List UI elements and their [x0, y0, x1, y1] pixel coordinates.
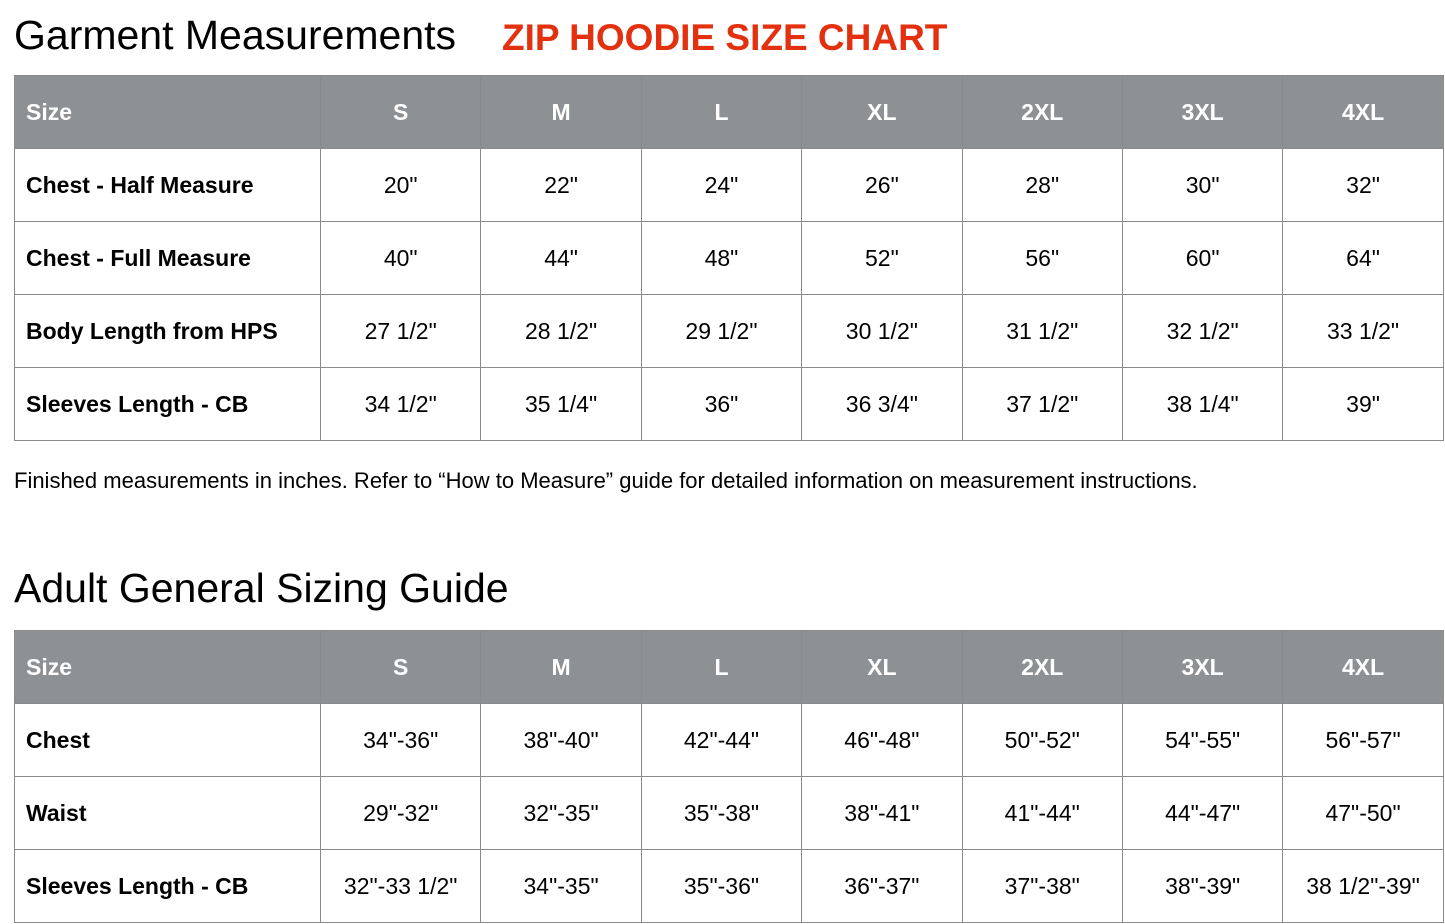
table-cell: 46"-48"	[802, 704, 962, 777]
adult-sizing-guide-table	[14, 630, 1444, 923]
header-size-2xl: 2XL	[962, 76, 1122, 149]
header-size-4xl: 4XL	[1283, 76, 1443, 149]
row-label: Sleeves Length - CB	[15, 368, 321, 441]
measurement-note: Finished measurements in inches. Refer to “How to Measure” guide for detailed information on measurement instructions.	[14, 468, 1198, 493]
header-size-label: Size	[15, 631, 321, 704]
table-cell: 56"	[962, 222, 1122, 295]
table-cell: 26"	[802, 149, 962, 222]
table-cell: 39"	[1283, 368, 1443, 441]
table-cell: 64"	[1283, 222, 1443, 295]
table-cell: 38 1/4"	[1122, 368, 1282, 441]
table-row	[15, 777, 1444, 850]
row-label: Sleeves Length - CB	[15, 850, 321, 923]
table-cell: 41"-44"	[962, 777, 1122, 850]
table-cell: 30 1/2"	[802, 295, 962, 368]
row-label: Body Length from HPS	[15, 295, 321, 368]
header-size-3xl: 3XL	[1122, 76, 1282, 149]
table-cell: 32"	[1283, 149, 1443, 222]
garment-measurements-title: Garment Measurements	[14, 12, 457, 58]
table-cell: 42"-44"	[641, 704, 801, 777]
table-cell: 33 1/2"	[1283, 295, 1443, 368]
table-cell: 30"	[1122, 149, 1282, 222]
table-row	[15, 222, 1444, 295]
table-cell: 36"-37"	[802, 850, 962, 923]
header-size-4xl: 4XL	[1283, 631, 1443, 704]
table-cell: 38"-40"	[481, 704, 641, 777]
table-cell: 32"-33 1/2"	[321, 850, 481, 923]
header-size-2xl: 2XL	[962, 631, 1122, 704]
header-size-label: Size	[15, 76, 321, 149]
table-cell: 35"-38"	[641, 777, 801, 850]
header-size-s: S	[321, 631, 481, 704]
table-cell: 22"	[481, 149, 641, 222]
zip-hoodie-size-chart-title: ZIP HOODIE SIZE CHART	[502, 17, 948, 58]
header-size-l: L	[641, 76, 801, 149]
table-cell: 38"-39"	[1122, 850, 1282, 923]
table-row	[15, 850, 1444, 923]
table-cell: 20"	[321, 149, 481, 222]
header-size-l: L	[641, 631, 801, 704]
row-label: Chest - Half Measure	[15, 149, 321, 222]
row-label: Chest	[15, 704, 321, 777]
table-cell: 40"	[321, 222, 481, 295]
row-label: Chest - Full Measure	[15, 222, 321, 295]
table-cell: 31 1/2"	[962, 295, 1122, 368]
table-cell: 52"	[802, 222, 962, 295]
table-cell: 32 1/2"	[1122, 295, 1282, 368]
table-cell: 27 1/2"	[321, 295, 481, 368]
table-cell: 29 1/2"	[641, 295, 801, 368]
table-row	[15, 368, 1444, 441]
table-cell: 48"	[641, 222, 801, 295]
table-cell: 50"-52"	[962, 704, 1122, 777]
table-cell: 54"-55"	[1122, 704, 1282, 777]
table-cell: 38"-41"	[802, 777, 962, 850]
table-cell: 37 1/2"	[962, 368, 1122, 441]
table-cell: 44"	[481, 222, 641, 295]
table-cell: 34"-36"	[321, 704, 481, 777]
table-cell: 28 1/2"	[481, 295, 641, 368]
table-row	[15, 704, 1444, 777]
table-cell: 36 3/4"	[802, 368, 962, 441]
header-size-xl: XL	[802, 631, 962, 704]
table-cell: 29"-32"	[321, 777, 481, 850]
adult-sizing-guide-title: Adult General Sizing Guide	[14, 565, 509, 611]
row-label: Waist	[15, 777, 321, 850]
table-cell: 47"-50"	[1283, 777, 1443, 850]
garment-measurements-table	[14, 75, 1444, 441]
table-cell: 24"	[641, 149, 801, 222]
table-row	[15, 149, 1444, 222]
table-cell: 34 1/2"	[321, 368, 481, 441]
table-cell: 36"	[641, 368, 801, 441]
header-size-3xl: 3XL	[1122, 631, 1282, 704]
table-cell: 32"-35"	[481, 777, 641, 850]
table-header-row	[15, 631, 1444, 704]
table-cell: 35 1/4"	[481, 368, 641, 441]
header-size-m: M	[481, 631, 641, 704]
table-header-row	[15, 76, 1444, 149]
table-cell: 37"-38"	[962, 850, 1122, 923]
table-row	[15, 295, 1444, 368]
table-cell: 38 1/2"-39"	[1283, 850, 1443, 923]
table-cell: 56"-57"	[1283, 704, 1443, 777]
table-cell: 44"-47"	[1122, 777, 1282, 850]
header-size-m: M	[481, 76, 641, 149]
table-cell: 60"	[1122, 222, 1282, 295]
table-cell: 35"-36"	[641, 850, 801, 923]
header-size-xl: XL	[802, 76, 962, 149]
table-cell: 34"-35"	[481, 850, 641, 923]
table-cell: 28"	[962, 149, 1122, 222]
header-size-s: S	[321, 76, 481, 149]
